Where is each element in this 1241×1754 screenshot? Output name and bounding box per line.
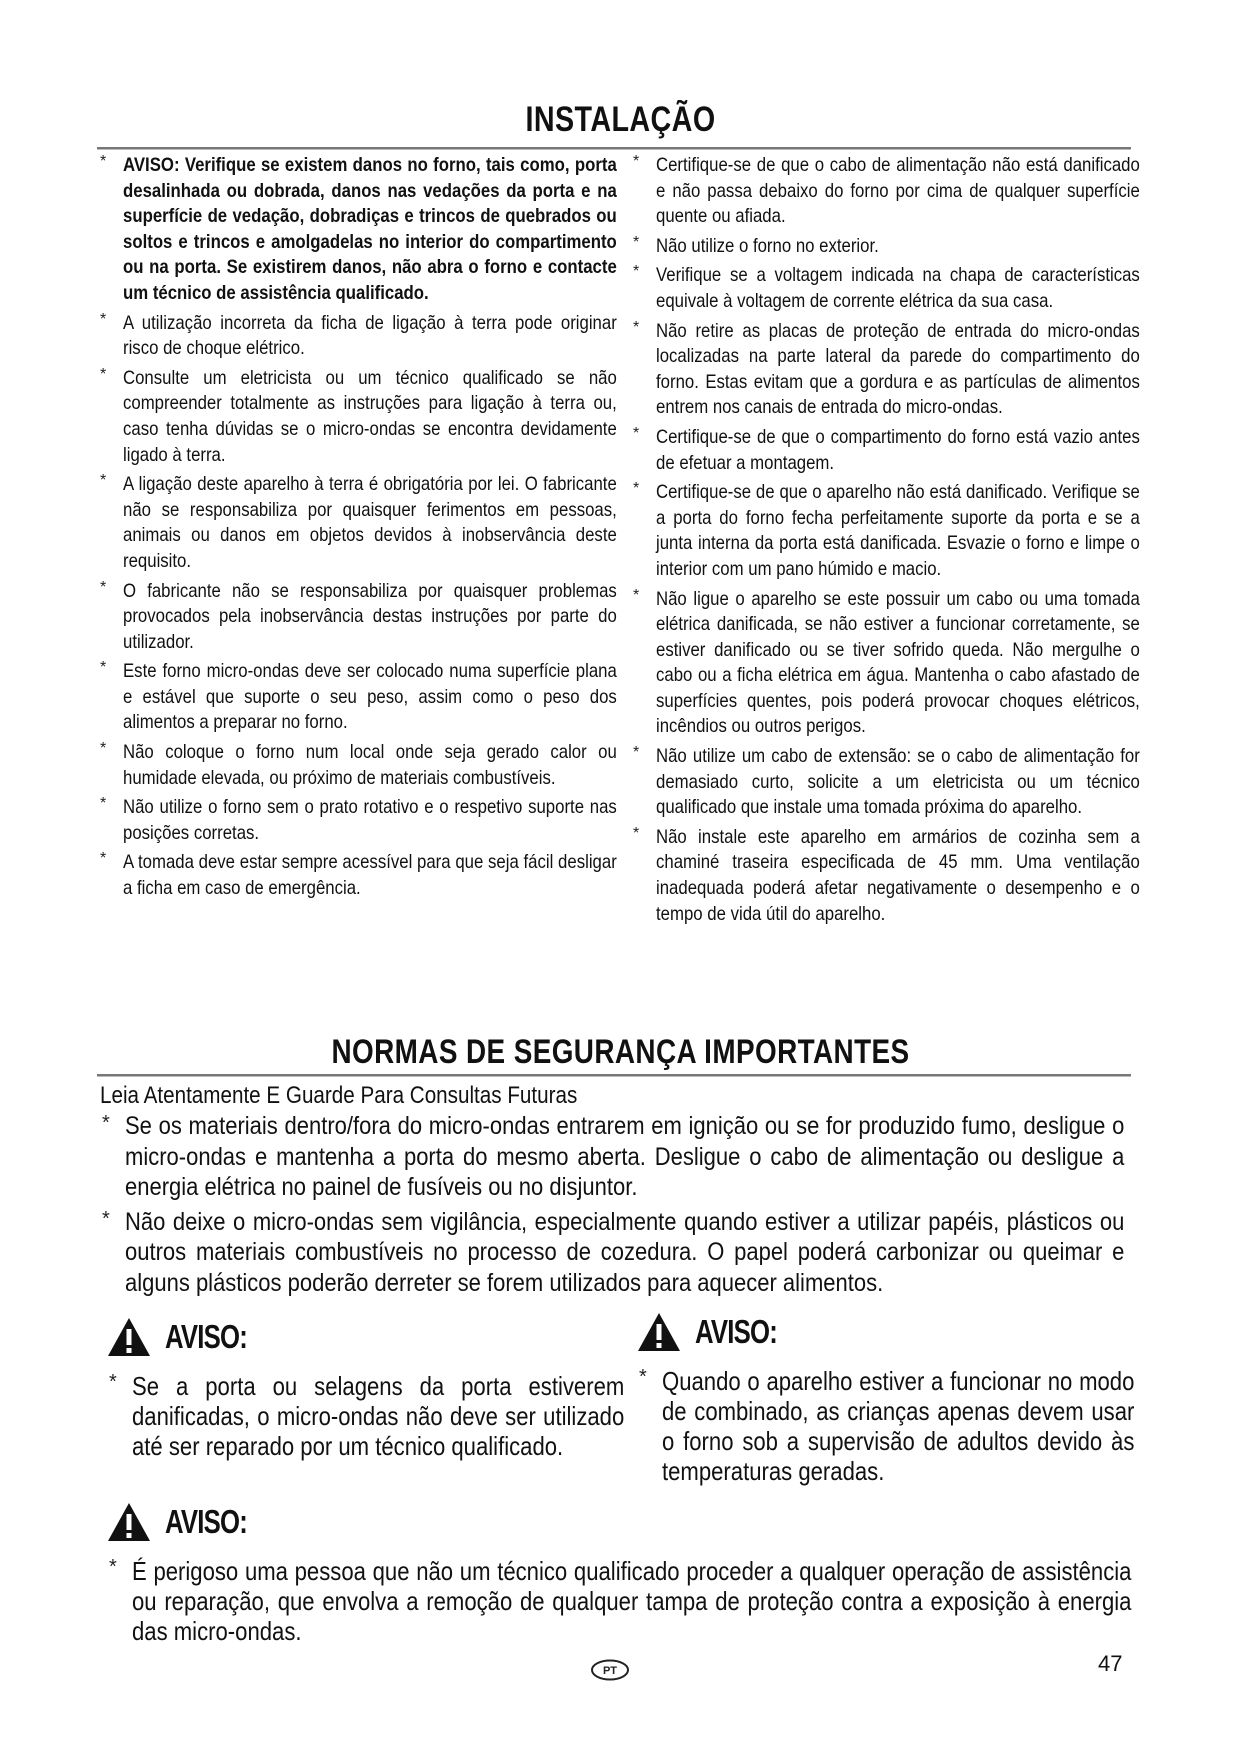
bullet-icon: *	[633, 424, 640, 442]
list-item: * Certifique-se de que o aparelho não está danificado. Verifique se a porta do forno fecha perfeitamente suporte da porta e se a junta interna da porta está danificada. Esvazie o forno e limpe o interior com um pano húmido e macio.	[633, 480, 1140, 580]
warning-block	[637, 1308, 1137, 1490]
title-rule	[97, 147, 1131, 150]
bullet-icon: *	[100, 472, 107, 490]
list-item: * Não utilize o forno sem o prato rotativo e o respetivo suporte nas posições corretas.	[100, 795, 617, 844]
bullet-icon: *	[100, 153, 107, 170]
page-number: 47	[1098, 1651, 1123, 1676]
bullet-icon: *	[639, 1366, 647, 1388]
list-item: * Este forno micro-ondas deve ser colocado numa superfície plana e estável que suporte o seu peso, assim como o peso dos alimentos a preparar no forno.	[100, 659, 617, 734]
bullet-icon: *	[633, 744, 640, 762]
warning-block	[107, 1313, 627, 1465]
warning-block	[107, 1498, 1137, 1650]
bullet-icon: *	[100, 578, 107, 596]
installation-left-column	[98, 153, 618, 906]
list-item: * Não ligue o aparelho se este possuir um cabo ou uma tomada elétrica danificada, se não estiver a funcionar corretamente, se estiver danificado ou se tiver sofrido queda. Não mergulhe o cabo ou a ficha elétrica em água. Mantenha o cabo afastado de superfícies quentes, pois poderá provocar choques elétricos, incêndios ou outros perigos.	[633, 586, 1140, 738]
bullet-icon: *	[633, 153, 640, 170]
bullet-icon: *	[100, 850, 107, 868]
list-item: * Não coloque o forno num local onde seja gerado calor ou humidade elevada, ou próximo de materiais combustíveis.	[100, 740, 617, 789]
bullet-icon: *	[109, 1371, 117, 1393]
list-item: * O fabricante não se responsabiliza por quaisquer problemas provocados pela inobservância destas instruções por parte do utilizador.	[100, 578, 617, 653]
list-item: * Se a porta ou selagens da porta estiverem danificadas, o micro-ondas não deve ser utilizado até ser reparado por um técnico qualificado.	[109, 1371, 625, 1461]
bullet-icon: *	[102, 1112, 110, 1134]
bullet-icon: *	[633, 824, 640, 842]
installation-right-column	[631, 153, 1141, 931]
safety-title: NORMAS DE SEGURANÇA IMPORTANTES	[331, 1033, 910, 1071]
bullet-icon: *	[633, 263, 640, 281]
bullet-icon: *	[633, 318, 640, 336]
bullet-icon: *	[100, 365, 107, 383]
list-item: * Não utilize o forno no exterior.	[633, 233, 879, 257]
safety-subtitle: Leia Atentamente E Guarde Para Consultas Futuras	[100, 1082, 578, 1109]
list-item: * Consulte um eletricista ou um técnico qualificado se não compreender totalmente as instruções para ligação à terra ou, caso tenha dúvidas se o micro-ondas se encontra devidamente ligado à terra.	[100, 365, 617, 466]
list-item: * Quando o aparelho estiver a funcionar no modo de combinado, as crianças apenas devem usar o forno sob a supervisão de adultos devido às temperaturas geradas.	[639, 1366, 1135, 1486]
installation-title: INSTALAÇÃO	[525, 100, 716, 139]
bullet-icon: *	[100, 740, 107, 758]
bullet-icon: *	[102, 1207, 110, 1230]
bullet-icon: *	[109, 1556, 117, 1578]
warning-triangle-icon	[107, 1502, 151, 1542]
list-item: * Não utilize um cabo de extensão: se o cabo de alimentação for demasiado curto, solicite a um eletricista ou um técnico qualificado que instale uma tomada próxima do aparelho.	[633, 744, 1140, 819]
bullet-icon: *	[633, 233, 640, 251]
list-item: * Se os materiais dentro/fora do micro-ondas entrarem em ignição ou se for produzido fumo, desligue o micro-ondas e mantenha a porta do mesmo aberta. Desligue o cabo de alimentação ou desligue a energia elétrica no painel de fusíveis ou no disjuntor.	[102, 1112, 1125, 1201]
list-item: * É perigoso uma pessoa que não um técnico qualificado proceder a qualquer operação de assistência ou reparação, que envolva a remoção de qualquer tampa de proteção contra a exposição à energia das micro-ondas.	[109, 1556, 1132, 1646]
list-item: * Certifique-se de que o compartimento do forno está vazio antes de efetuar a montagem.	[633, 424, 1140, 474]
list-item: * A utilização incorreta da ficha de ligação à terra pode originar risco de choque elétrico.	[100, 310, 617, 360]
bullet-icon: *	[633, 480, 640, 498]
bullet-icon: *	[100, 795, 107, 813]
warning-label: AVISO:	[165, 1318, 248, 1355]
list-item: * AVISO: Verifique se existem danos no forno, tais como, porta desalinhada ou dobrada, danos nas vedações da porta e na superfície de vedação, dobradiças e trincos de quebrados ou soltos e trincos e amolgadelas no interior do compartimento ou na porta. Se existirem danos, não abra o forno e contacte um técnico de assistência qualificado.	[100, 153, 617, 304]
list-item: * Não retire as placas de proteção de entrada do micro-ondas localizadas na parte lateral da parede do compartimento do forno. Estas evitam que a gordura e as partículas de alimentos entrem nos canais de entrada do micro-ondas.	[633, 318, 1140, 419]
warning-triangle-icon	[637, 1312, 681, 1352]
warning-label: AVISO:	[695, 1313, 778, 1350]
list-item: * Verifique se a voltagem indicada na chapa de características equivale à voltagem de corrente elétrica da sua casa.	[633, 263, 1140, 312]
warning-triangle-icon	[107, 1317, 151, 1357]
list-item: * Não instale este aparelho em armários de cozinha sem a chaminé traseira especificada de 45 mm. Uma ventilação inadequada poderá afetar negativamente o desempenho e o tempo de vida útil do aparelho.	[633, 824, 1140, 925]
title-rule	[97, 1074, 1131, 1077]
bullet-icon: *	[633, 586, 640, 604]
safety-list	[100, 1111, 1130, 1302]
language-badge-icon	[590, 1659, 630, 1681]
bullet-icon: *	[100, 310, 107, 328]
list-item: * Não deixe o micro-ondas sem vigilância, especialmente quando estiver a utilizar papéis, plásticos ou outros materiais combustíveis no processo de cozedura. O papel poderá carbonizar ou queimar e alguns plásticos poderão derreter se forem utilizados para aquecer alimentos.	[102, 1207, 1125, 1297]
warning-label: AVISO:	[165, 1503, 248, 1540]
bullet-icon: *	[100, 659, 107, 677]
list-item: * A ligação deste aparelho à terra é obrigatória por lei. O fabricante não se responsabiliza por quaisquer ferimentos em pessoas, animais ou danos em objetos devidos à inobservância deste requisito.	[100, 472, 617, 572]
list-item: * A tomada deve estar sempre acessível para que seja fácil desligar a ficha em caso de emergência.	[100, 850, 617, 900]
language-badge-text: PT	[602, 1665, 618, 1677]
list-item: * Certifique-se de que o cabo de alimentação não está danificado e não passa debaixo do forno por cima de qualquer superfície quente ou afiada.	[633, 153, 1140, 228]
